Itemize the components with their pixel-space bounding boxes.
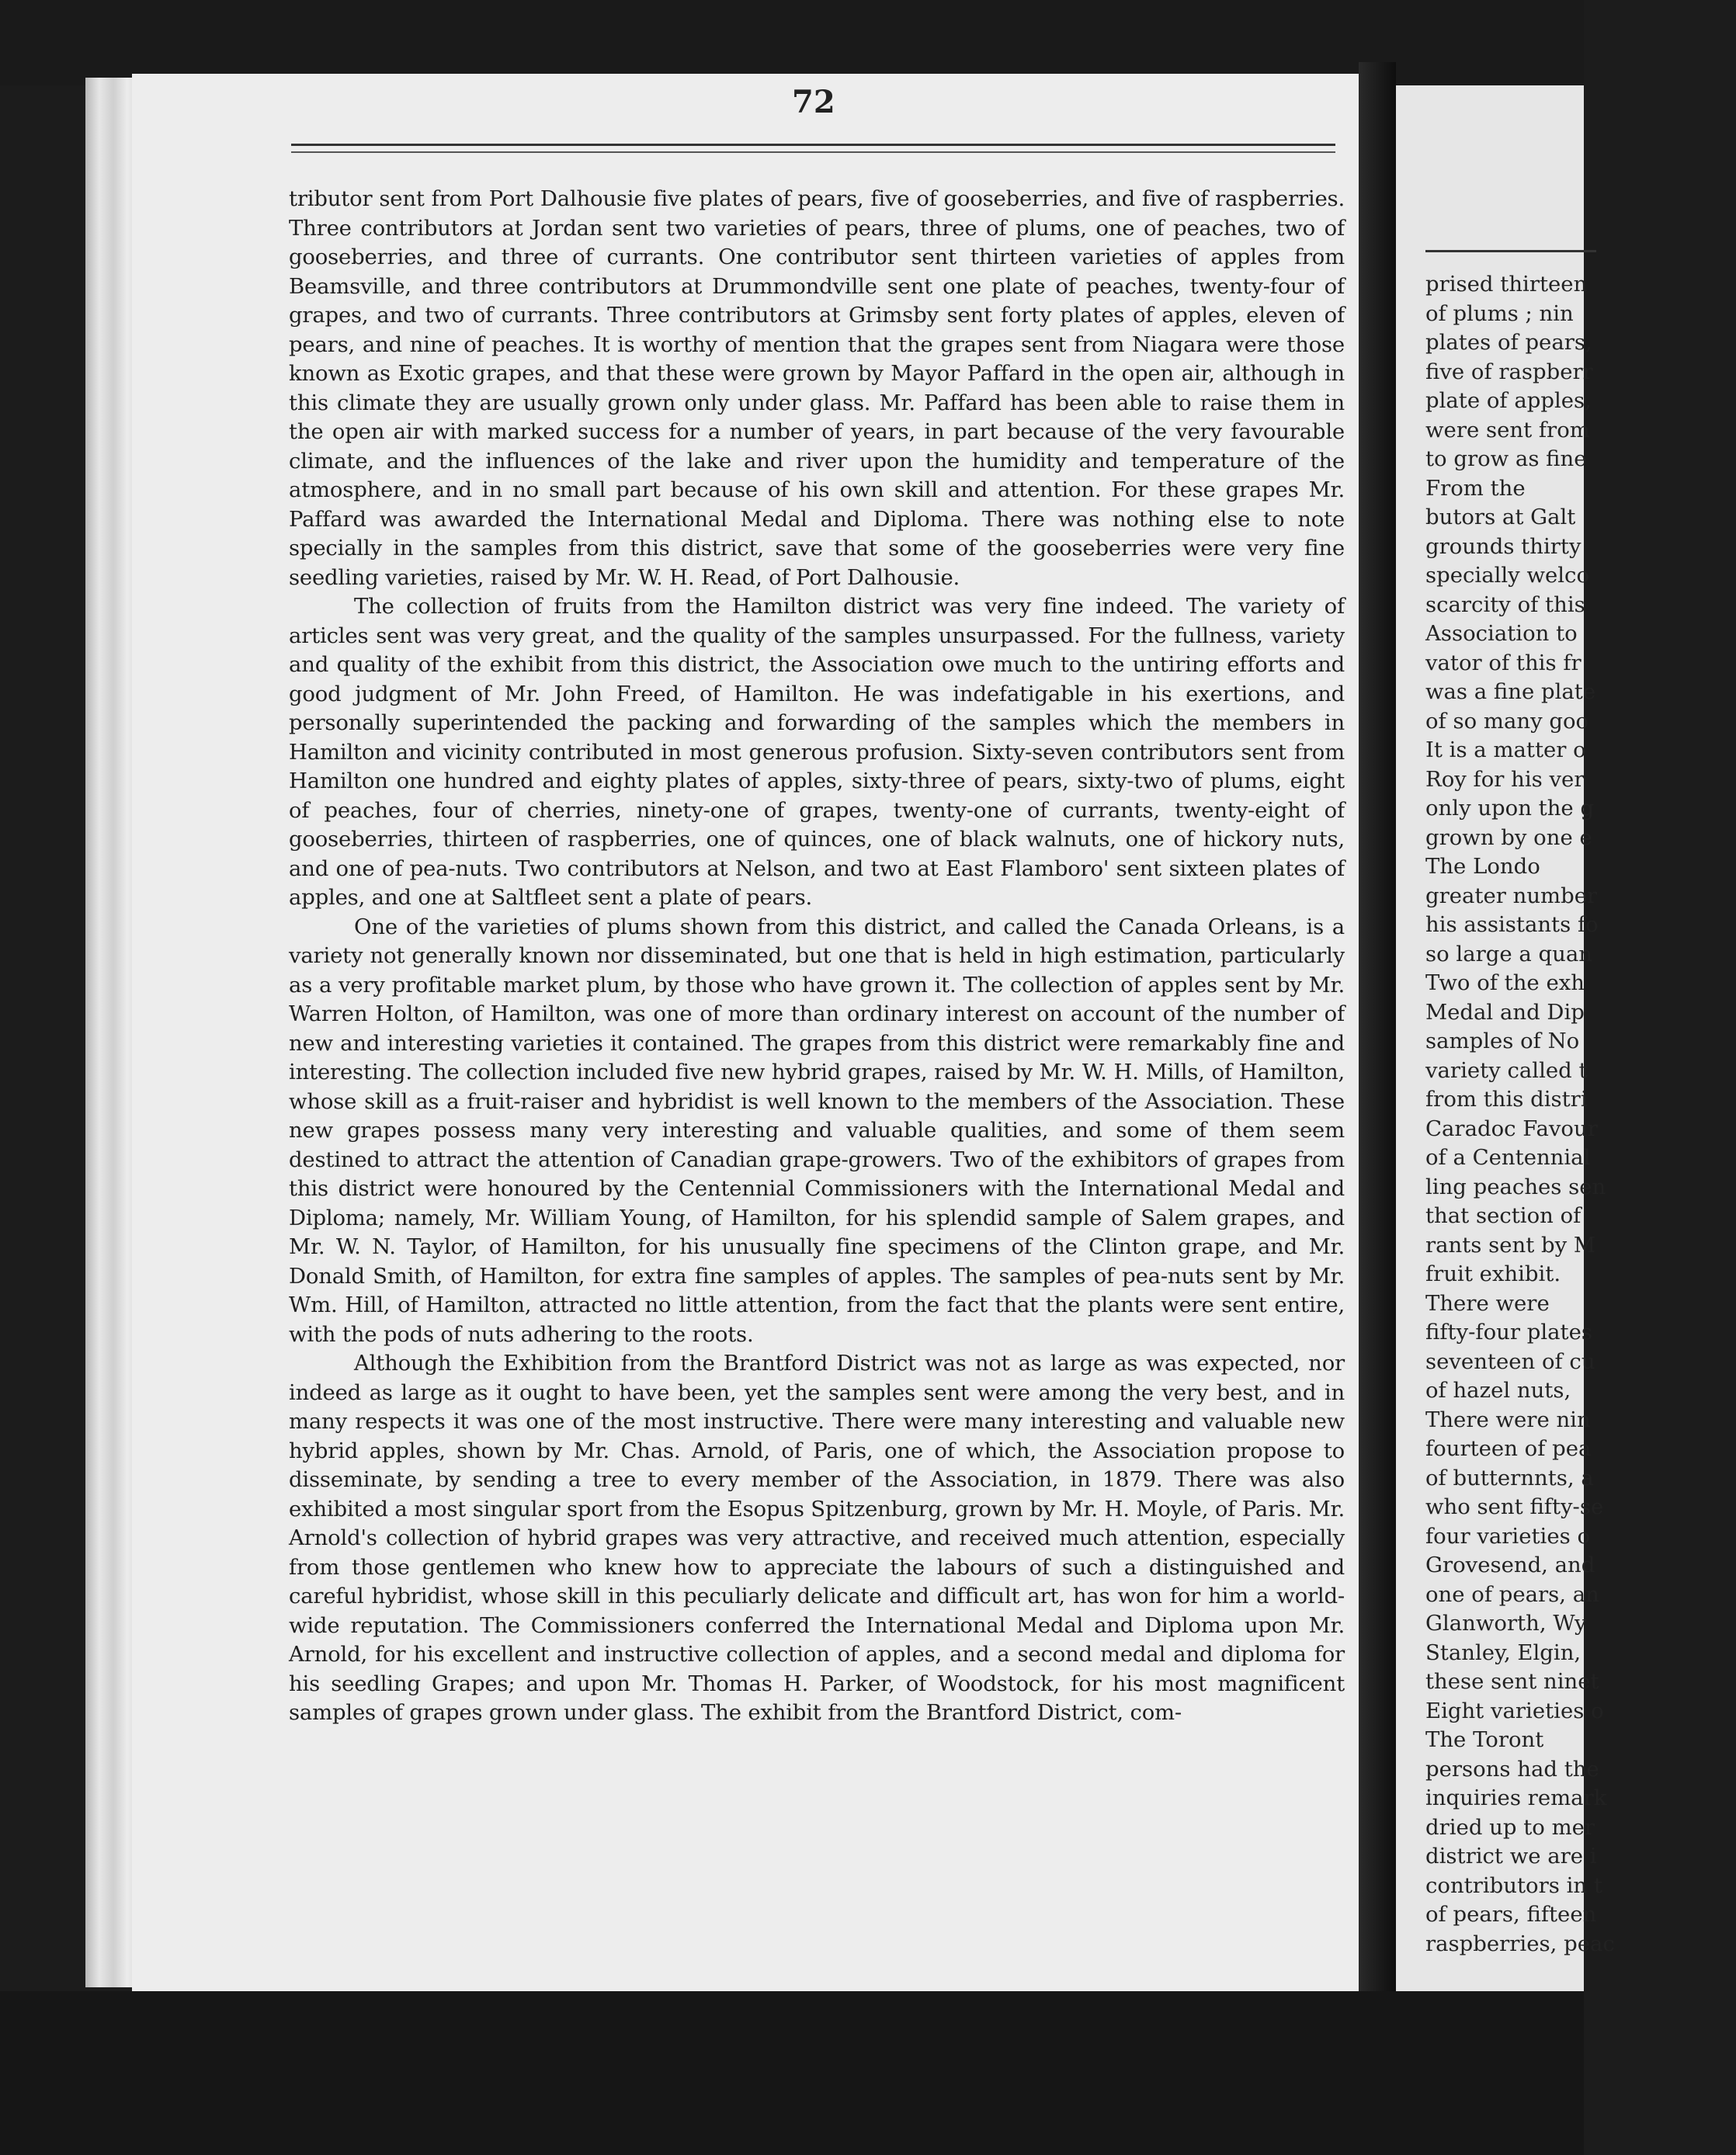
facing-page-line: fourteen of pea: [1425, 1436, 1592, 1461]
facing-page-line: who sent fifty-se: [1425, 1494, 1604, 1519]
facing-page-line: of so many goo: [1425, 708, 1589, 734]
right-page: [1396, 85, 1615, 2003]
facing-page-line: scarcity of this: [1425, 592, 1585, 617]
page-number: 72: [792, 84, 835, 120]
body-text: [289, 185, 1345, 1728]
facing-page-line: of butternnts, a: [1425, 1465, 1594, 1490]
facing-page-line: one of pears, an: [1425, 1581, 1599, 1607]
facing-page-line: Roy for his ver: [1425, 766, 1585, 792]
facing-page-line: From the: [1425, 475, 1526, 501]
book-gutter: [1359, 62, 1396, 2003]
facing-page-line: Stanley, Elgin,: [1425, 1640, 1581, 1665]
scan-background-bottom: [0, 1991, 1584, 2155]
facing-page-line: vator of this fr: [1425, 650, 1581, 675]
facing-page-line: Caradoc Favour: [1425, 1116, 1598, 1141]
facing-page-line: There were nin: [1425, 1407, 1591, 1432]
scan-background-top: [0, 0, 1584, 85]
facing-page-line: to grow as fine: [1425, 446, 1587, 471]
facing-page-line: The Londo: [1425, 854, 1540, 879]
facing-page-line: dried up to mer: [1425, 1814, 1595, 1840]
facing-page-line: his assistants fo: [1425, 912, 1599, 937]
paragraph-4: Although the Exhibition from the Brantford District was not as large as was expected, nor indeed as large as it ought to have been, yet the samples sent were among the very best, and in many respects it was one of the most instructive. There were many interesting and valuable new hybrid apples, shown by Mr. Chas. Arnold, of Paris, one of which, the Association propose to disseminate, by sending a tree to every member of the Association, in 1879. There was also exhibited a most singular sport from the Esopus Spitzenburg, grown by Mr. H. Moyle, of Paris. Mr. Arnold's collection of hybrid grapes was very attractive, and received much attention, especially from those gentlemen who knew how to appreciate the labours of such a distinguished and careful hybridist, whose skill in this peculiarly delicate and difficult art, has won for him a world-wide reputation. The Commissioners conferred the International Medal and Diploma upon Mr. Arnold, for his excellent and instructive collection of apples, and a second medal and diploma for his seedling Grapes; and upon Mr. Thomas H. Parker, of Woodstock, for his most magnificent samples of grapes grown under glass. The exhibit from the Brantford District, com-: [289, 1351, 1345, 1725]
facing-page-line: inquiries remark: [1425, 1785, 1607, 1810]
facing-page-line: of hazel nuts,: [1425, 1378, 1571, 1403]
facing-page-line: only upon the g: [1425, 796, 1595, 821]
facing-page-line: plate of apples,: [1425, 388, 1592, 413]
facing-page-line: Grovesend, and: [1425, 1553, 1595, 1577]
facing-page-text: [1425, 270, 1736, 1959]
facing-page-line: was a fine plate: [1425, 679, 1596, 704]
facing-page-line: There were: [1425, 1290, 1550, 1316]
facing-page-line: specially welco: [1425, 563, 1590, 588]
facing-page-line: four varieties o: [1425, 1523, 1591, 1549]
header-rule-thin: [291, 151, 1335, 153]
facing-page-line: that section of: [1425, 1203, 1581, 1228]
facing-page-line: fruit exhibit.: [1425, 1261, 1561, 1286]
facing-page-line: rants sent by M: [1425, 1232, 1596, 1258]
facing-page-line: persons had the: [1425, 1756, 1599, 1782]
paragraph-3: One of the varieties of plums shown from this district, and called the Canada Orleans, is a variety not generally known nor disseminated, but one that is held in high estimation, particularly as a very profitable market plum, by those who have grown it. The collection of apples sent by Mr. Warren Holton, of Hamilton, was one of more than ordinary interest on account of the number of new and interesting varieties it contained. The grapes from this district were remarkably fine and interesting. The collection included five new hybrid grapes, raised by Mr. W. H. Mills, of Hamilton, whose skill as a fruit-raiser and hybridist is well known to the members of the Association. These new grapes possess many very interesting and valuable qualities, and some of them seem destined to attract the attention of Canadian grape-growers. Two of the exhibitors of grapes from this district were honoured by the Centennial Commissioners with the International Medal and Diploma; namely, Mr. William Young, of Hamilton, for his splendid sample of Salem grapes, and Mr. W. N. Taylor, of Hamilton, for his unusually fine specimens of the Clinton grape, and Mr. Donald Smith, of Hamilton, for extra fine samples of apples. The samples of pea-nuts sent by Mr. Wm. Hill, of Hamilton, attracted no little attention, from the fact that the plants were sent entire, with the pods of nuts adhering to the roots.: [289, 914, 1345, 1347]
facing-page-line: Glanworth, Wy: [1425, 1611, 1587, 1636]
facing-page-line: fifty-four plates: [1425, 1320, 1592, 1345]
facing-page-line: from this distri: [1425, 1087, 1588, 1112]
facing-page-line: plates of pears,: [1425, 330, 1592, 355]
facing-page-line: variety called t: [1425, 1057, 1588, 1083]
facing-page-line: district we are i: [1425, 1844, 1597, 1869]
facing-page-line: so large a quan: [1425, 941, 1592, 966]
paragraph-1: tributor sent from Port Dalhousie five plates of pears, five of gooseberries, and five of raspberries. Three contributors at Jordan sent two varieties of pears, three of plums, one of peaches, two of gooseberries, and three of currants. One contributor sent thirteen varieties of apples from Beamsville, and three contributors at Drummondville sent one plate of peaches, twenty-four of grapes, and two of currants. Three contributors at Grimsby sent forty plates of apples, eleven of pears, and nine of peaches. It is worthy of mention that the grapes sent from Niagara were those known as Exotic grapes, and that these were grown by Mayor Paffard in the open air, although in this climate they are usually grown only under glass. Mr. Paffard has been able to raise them in the open air with marked success for a number of years, in part because of the very favourable climate, and the influences of the lake and river upon the humidity and temperature of the atmosphere, and in no small part because of his own skill and attention. For these grapes Mr. Paffard was awarded the International Medal and Diploma. There was nothing else to note specially in the samples from this district, save that some of the gooseberries were very fine seedling varieties, raised by Mr. W. H. Read, of Port Dalhousie.: [289, 186, 1345, 590]
facing-page-line: The Toront: [1425, 1727, 1544, 1752]
header-rule-thick: [291, 144, 1335, 146]
facing-page-line: Two of the exh: [1425, 970, 1585, 995]
paragraph-2: The collection of fruits from the Hamilton district was very fine indeed. The variety of articles sent was very great, and the quality of the samples unsurpassed. For the fullness, variety and quality of the exhibit from this district, the Association owe much to the untiring efforts and good judgment of Mr. John Freed, of Hamilton. He was indefatigable in his exertions, and personally superintended the packing and forwarding of the samples which the members in Hamilton and vicinity contributed in most generous profusion. Sixty-seven contributors sent from Hamilton one hundred and eighty plates of apples, sixty-three of pears, sixty-two of plums, eight of peaches, four of cherries, ninety-one of grapes, twenty-one of currants, twenty-eight of gooseberries, thirteen of raspberries, one of quinces, one of black walnuts, one of hickory nuts, and one of pea-nuts. Two contributors at Nelson, and two at East Flamboro' sent sixteen plates of apples, and one at Saltfleet sent a plate of pears.: [289, 594, 1345, 910]
facing-page-line: grown by one e: [1425, 824, 1592, 850]
facing-page-line: of plums ; nin: [1425, 300, 1574, 326]
facing-page-line: prised thirteen: [1425, 272, 1588, 297]
facing-page-line: of pears, fifteen: [1425, 1902, 1597, 1927]
right-page-rule: [1425, 250, 1596, 252]
facing-page-line: raspberries, peac: [1425, 1931, 1615, 1956]
facing-page-line: of a Centennial: [1425, 1145, 1591, 1170]
facing-page-line: grounds thirty: [1425, 533, 1581, 559]
facing-page-line: Medal and Dip: [1425, 999, 1585, 1025]
facing-page-line: Eight varieties o: [1425, 1698, 1604, 1723]
facing-page-line: Association to: [1425, 621, 1578, 646]
facing-page-line: butors at Galt: [1425, 505, 1576, 529]
facing-page-line: seventeen of cu: [1425, 1348, 1595, 1374]
facing-page-line: It is a matter o: [1425, 737, 1586, 762]
facing-page-line: samples of No: [1425, 1029, 1580, 1053]
facing-page-line: greater number: [1425, 883, 1598, 908]
facing-page-line: were sent from: [1425, 417, 1590, 442]
facing-page-line: contributors in t: [1425, 1872, 1602, 1898]
facing-page-line: five of raspberr: [1425, 359, 1593, 384]
facing-page-line: these sent ninet: [1425, 1669, 1599, 1694]
facing-page-line: ling peaches sen: [1425, 1174, 1606, 1199]
